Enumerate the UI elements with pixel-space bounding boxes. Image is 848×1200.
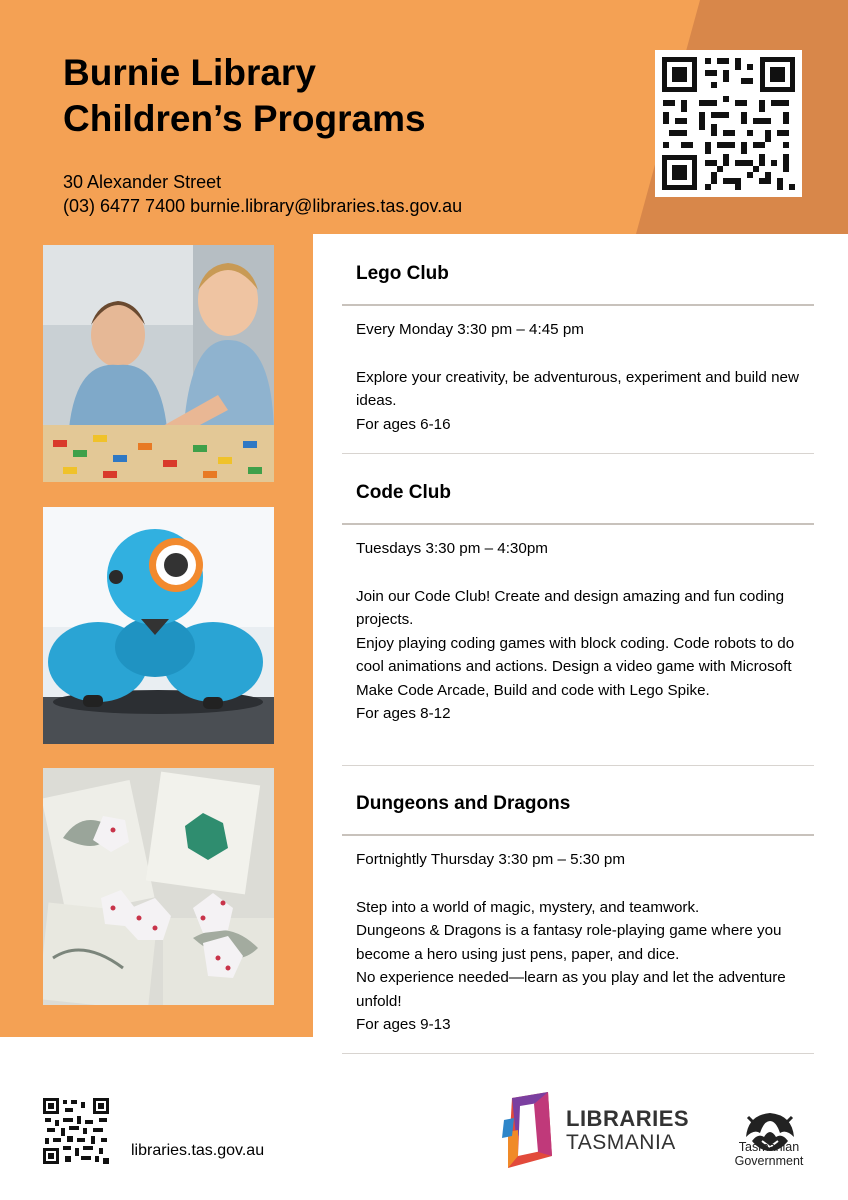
address: 30 Alexander Street xyxy=(63,172,222,192)
program-description-more: Enjoy playing coding games with block coding. Code robots to do cool animations and actions. Design a video game with Microsoft Make Code Arcade, Build and code with Lego Spike. xyxy=(356,634,795,699)
page-title xyxy=(63,50,426,142)
logo-text-libraries: LIBRARIES xyxy=(566,1106,690,1131)
program-lego-club xyxy=(342,262,814,454)
program-code-club xyxy=(342,481,814,766)
contact-info xyxy=(63,170,462,218)
government-label xyxy=(722,1140,816,1168)
divider xyxy=(342,304,814,306)
program-schedule: Tuesdays 3:30 pm – 4:30pm xyxy=(356,540,548,557)
divider xyxy=(342,523,814,525)
program-dungeons-and-dragons xyxy=(342,792,814,1054)
program-details xyxy=(356,318,806,436)
gov-line-1: Tasmanian xyxy=(738,1140,800,1154)
website-link[interactable]: libraries.tas.gov.au xyxy=(131,1142,265,1159)
divider xyxy=(342,453,814,454)
qr-code[interactable] xyxy=(655,50,802,197)
gov-line-2: Government xyxy=(734,1154,804,1168)
program-title: Lego Club xyxy=(356,263,449,284)
lego-club-photo xyxy=(43,245,274,482)
code-club-robot-photo xyxy=(43,507,274,744)
program-title: Code Club xyxy=(356,482,451,503)
dungeons-dragons-dice-photo xyxy=(43,768,274,1005)
divider xyxy=(342,834,814,836)
program-description-extra: No experience needed—learn as you play and let the adventure unfold! xyxy=(356,969,786,1010)
program-description: Explore your creativity, be adventurous, experiment and build new ideas. xyxy=(356,368,799,409)
logo-text-tasmania: TASMANIA xyxy=(566,1131,676,1154)
program-ages: For ages 9-13 xyxy=(356,1016,451,1033)
program-description: Step into a world of magic, mystery, and teamwork. xyxy=(356,898,700,916)
program-schedule: Every Monday 3:30 pm – 4:45 pm xyxy=(356,321,584,338)
program-description-more: Dungeons & Dragons is a fantasy role-playing game where you become a hero using just pens, paper, and dice. xyxy=(356,922,782,963)
program-ages: For ages 6-16 xyxy=(356,415,451,433)
title-line-1: Burnie Library xyxy=(63,52,316,93)
program-details xyxy=(356,848,806,1037)
program-description: Join our Code Club! Create and design amazing and fun coding projects. xyxy=(356,587,785,628)
divider xyxy=(342,765,814,766)
program-details xyxy=(356,537,806,726)
divider xyxy=(342,1053,814,1054)
program-schedule: Fortnightly Thursday 3:30 pm – 5:30 pm xyxy=(356,851,626,868)
footer-qr-code[interactable] xyxy=(43,1098,109,1164)
program-ages: For ages 8-12 xyxy=(356,705,451,722)
phone-email: (03) 6477 7400 burnie.library@libraries.tas.gov.au xyxy=(63,196,463,216)
program-title: Dungeons and Dragons xyxy=(356,793,571,814)
title-line-2: Children’s Programs xyxy=(63,98,426,139)
